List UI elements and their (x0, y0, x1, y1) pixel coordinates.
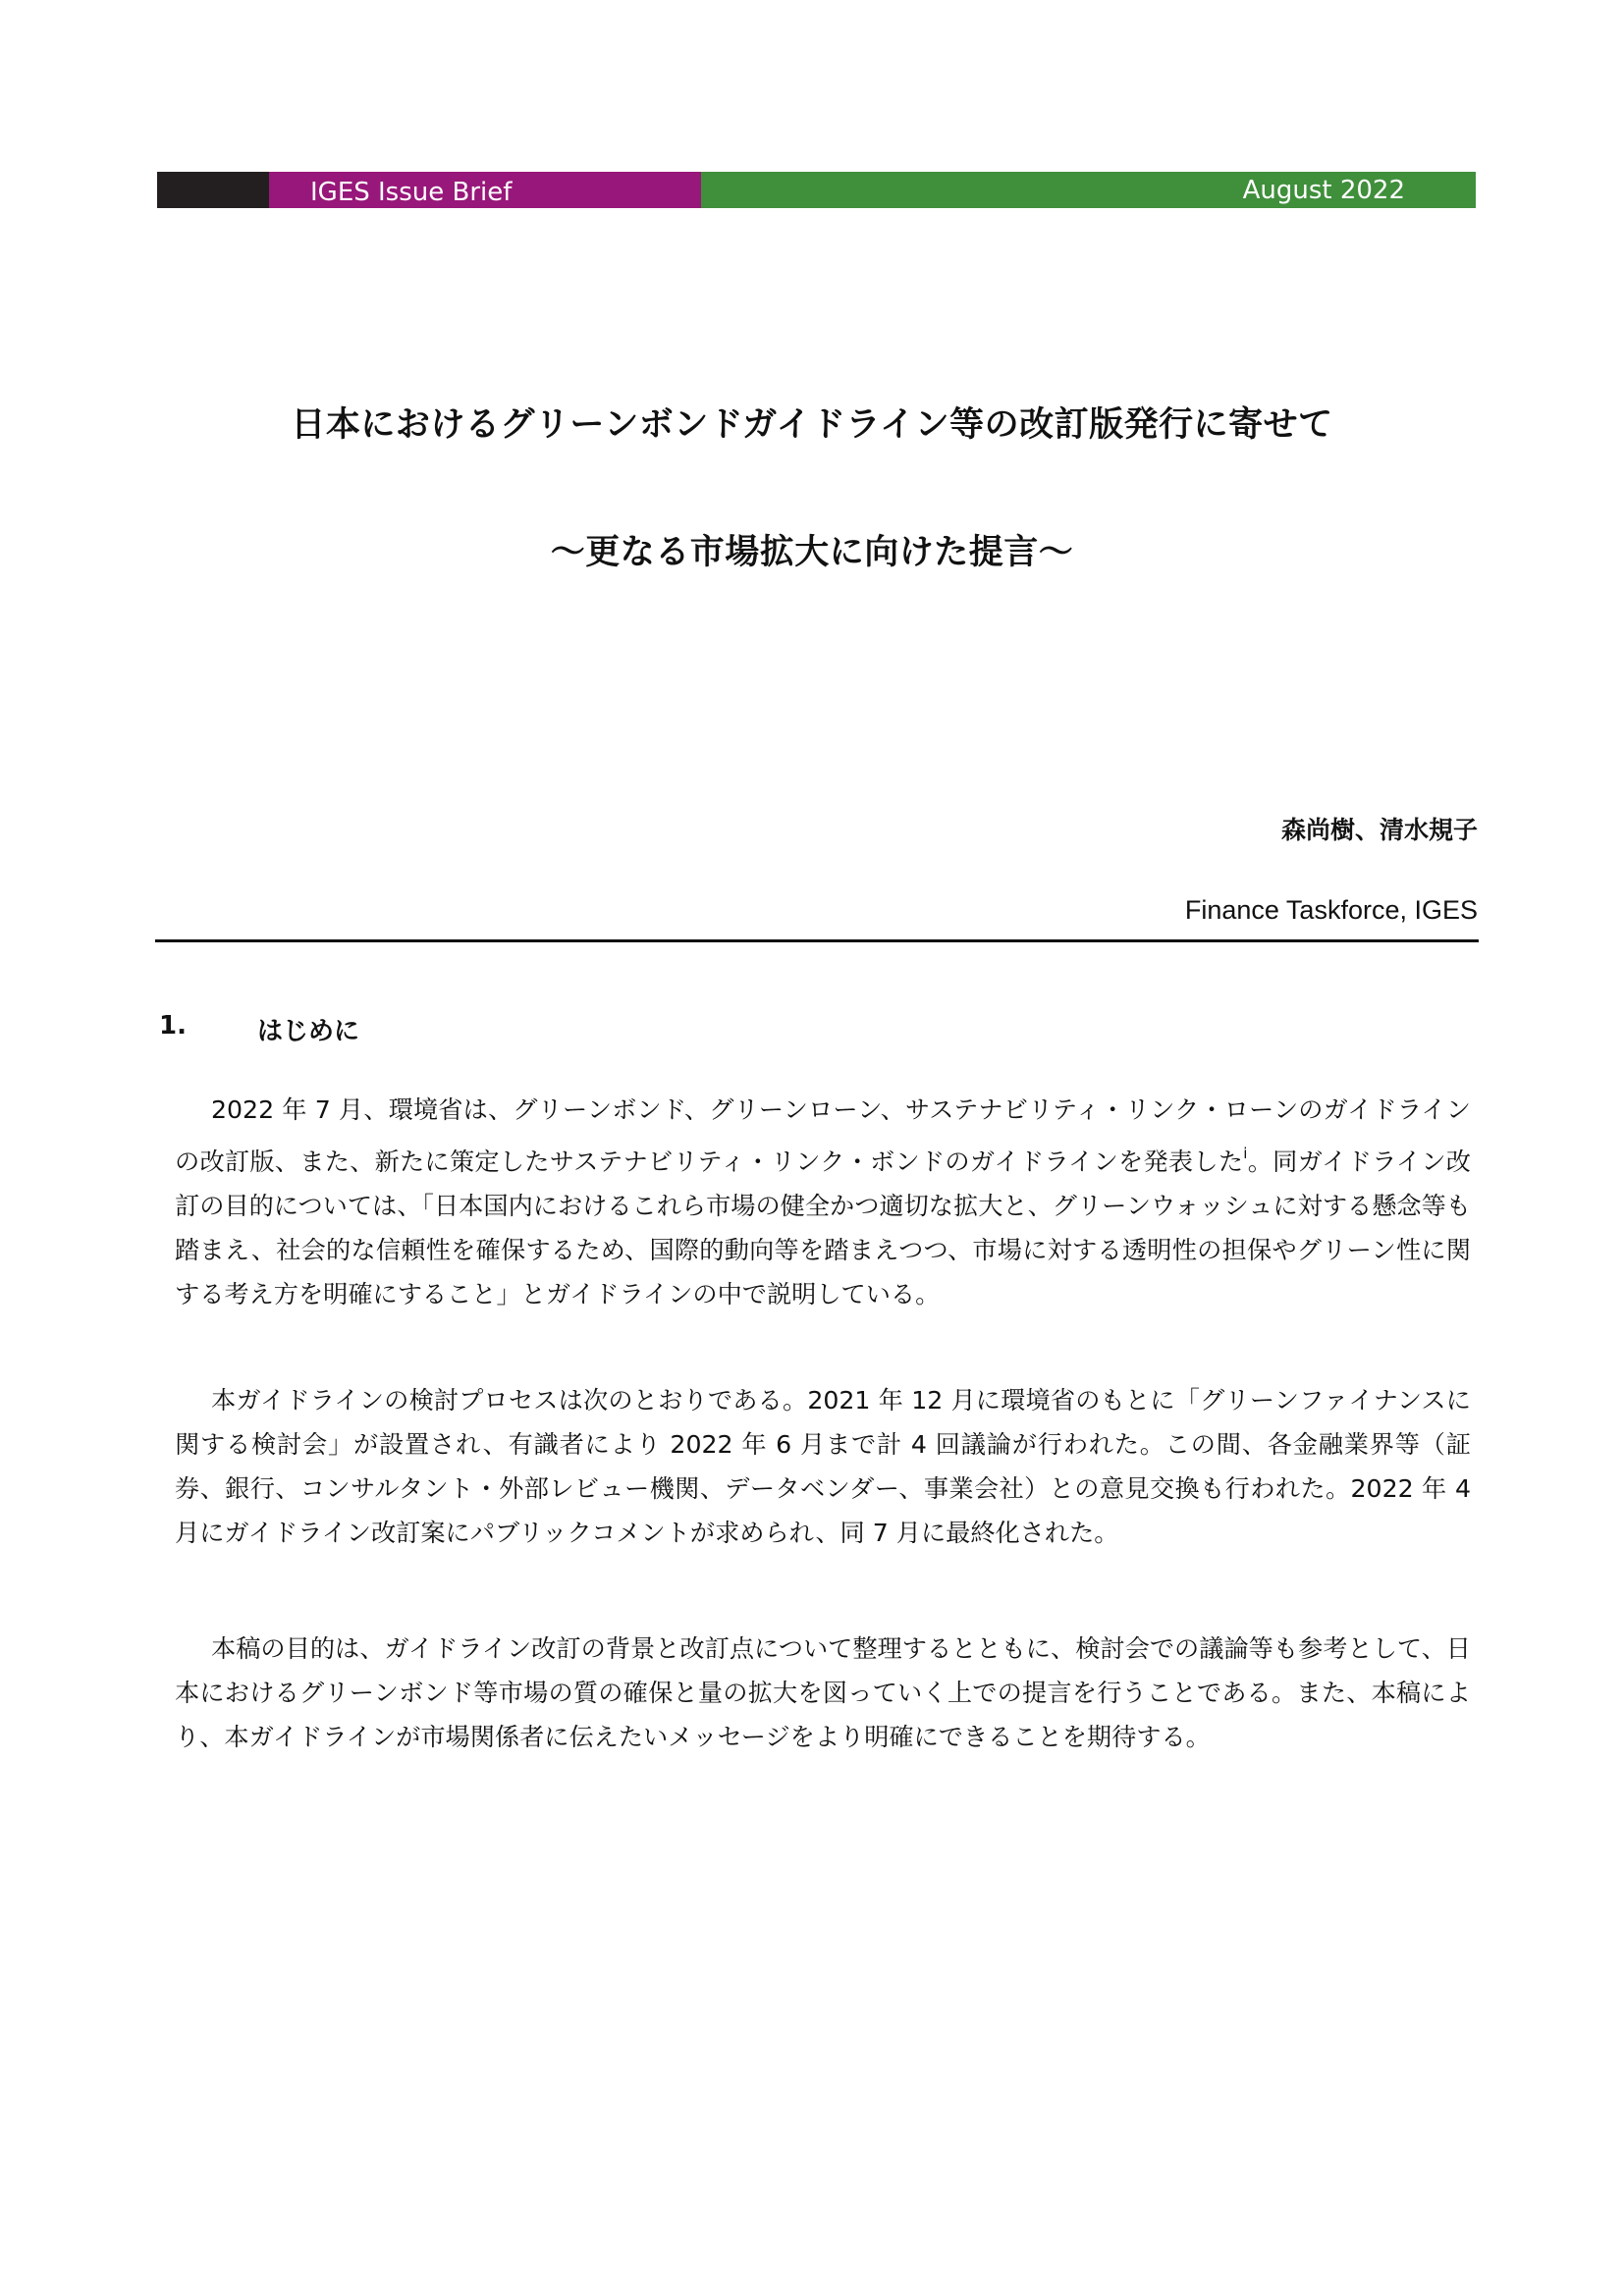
header-bar-black-segment (157, 172, 269, 208)
series-label-text: IGES Issue Brief (310, 178, 513, 207)
footnote-reference[interactable]: i (1243, 1145, 1248, 1162)
paragraph-2: 本ガイドラインの検討プロセスは次のとおりである。2021 年 12 月に環境省のもとに「グリーンファイナンスに関する検討会」が設置され、有識者により 2022 年 6 月まで計 4 回議論が行われた。この間、各金融業界等（証券、銀行、コンサルタント・外部レビュー機関、データベンダー、事業会社）との意見交換も行われた。2022 年 4 月にガイドライン改訂案にパブリックコメントが求められ、同 7 月に最終化された。 (175, 1386, 1471, 1547)
section-number: 1. (159, 1011, 187, 1041)
paragraph-1-text-b: 。同ガイドライン改訂の目的については、「日本国内におけるこれら市場の健全かつ適切な拡大と、グリーンウォッシュに対する懸念等も踏まえ、社会的な信頼性を確保するため、国際的動向等を踏まえつつ、市場に対する透明性の担保やグリーン性に関する考え方を明確にすること」とガイドラインの中で説明している。 (175, 1148, 1471, 1308)
affiliation: Finance Taskforce, IGES (1184, 895, 1478, 925)
authors: 森尚樹、清水規子 (1280, 816, 1478, 844)
section-title: はじめに (257, 1017, 360, 1046)
section-heading (159, 1011, 359, 1047)
paragraph-1 (175, 1088, 1471, 1316)
header-series-label (269, 172, 701, 208)
document-title: 日本におけるグリーンボンドガイドライン等の改訂版発行に寄せて (291, 405, 1333, 445)
horizontal-rule (155, 939, 1479, 942)
paragraph-3: 本稿の目的は、ガイドライン改訂の背景と改訂点について整理するとともに、検討会での議論等も参考として、日本におけるグリーンボンド等市場の質の確保と量の拡大を図っていく上での提言を行うことである。また、本稿により、本ガイドラインが市場関係者に伝えたいメッセージをより明確にできることを期待する。 (175, 1634, 1471, 1751)
document-subtitle: ～更なる市場拡大に向けた提言～ (550, 533, 1074, 572)
paragraph-1-text-a: 2022 年 7 月、環境省は、グリーンボンド、グリーンローン、サステナビリティ・リンク・ローンのガイドラインの改訂版、また、新たに策定したサステナビリティ・リンク・ボンドのガイドラインを発表した (175, 1095, 1471, 1176)
publication-date: August 2022 (1242, 176, 1405, 205)
header-bar (157, 172, 1476, 208)
header-date-segment (701, 172, 1476, 208)
